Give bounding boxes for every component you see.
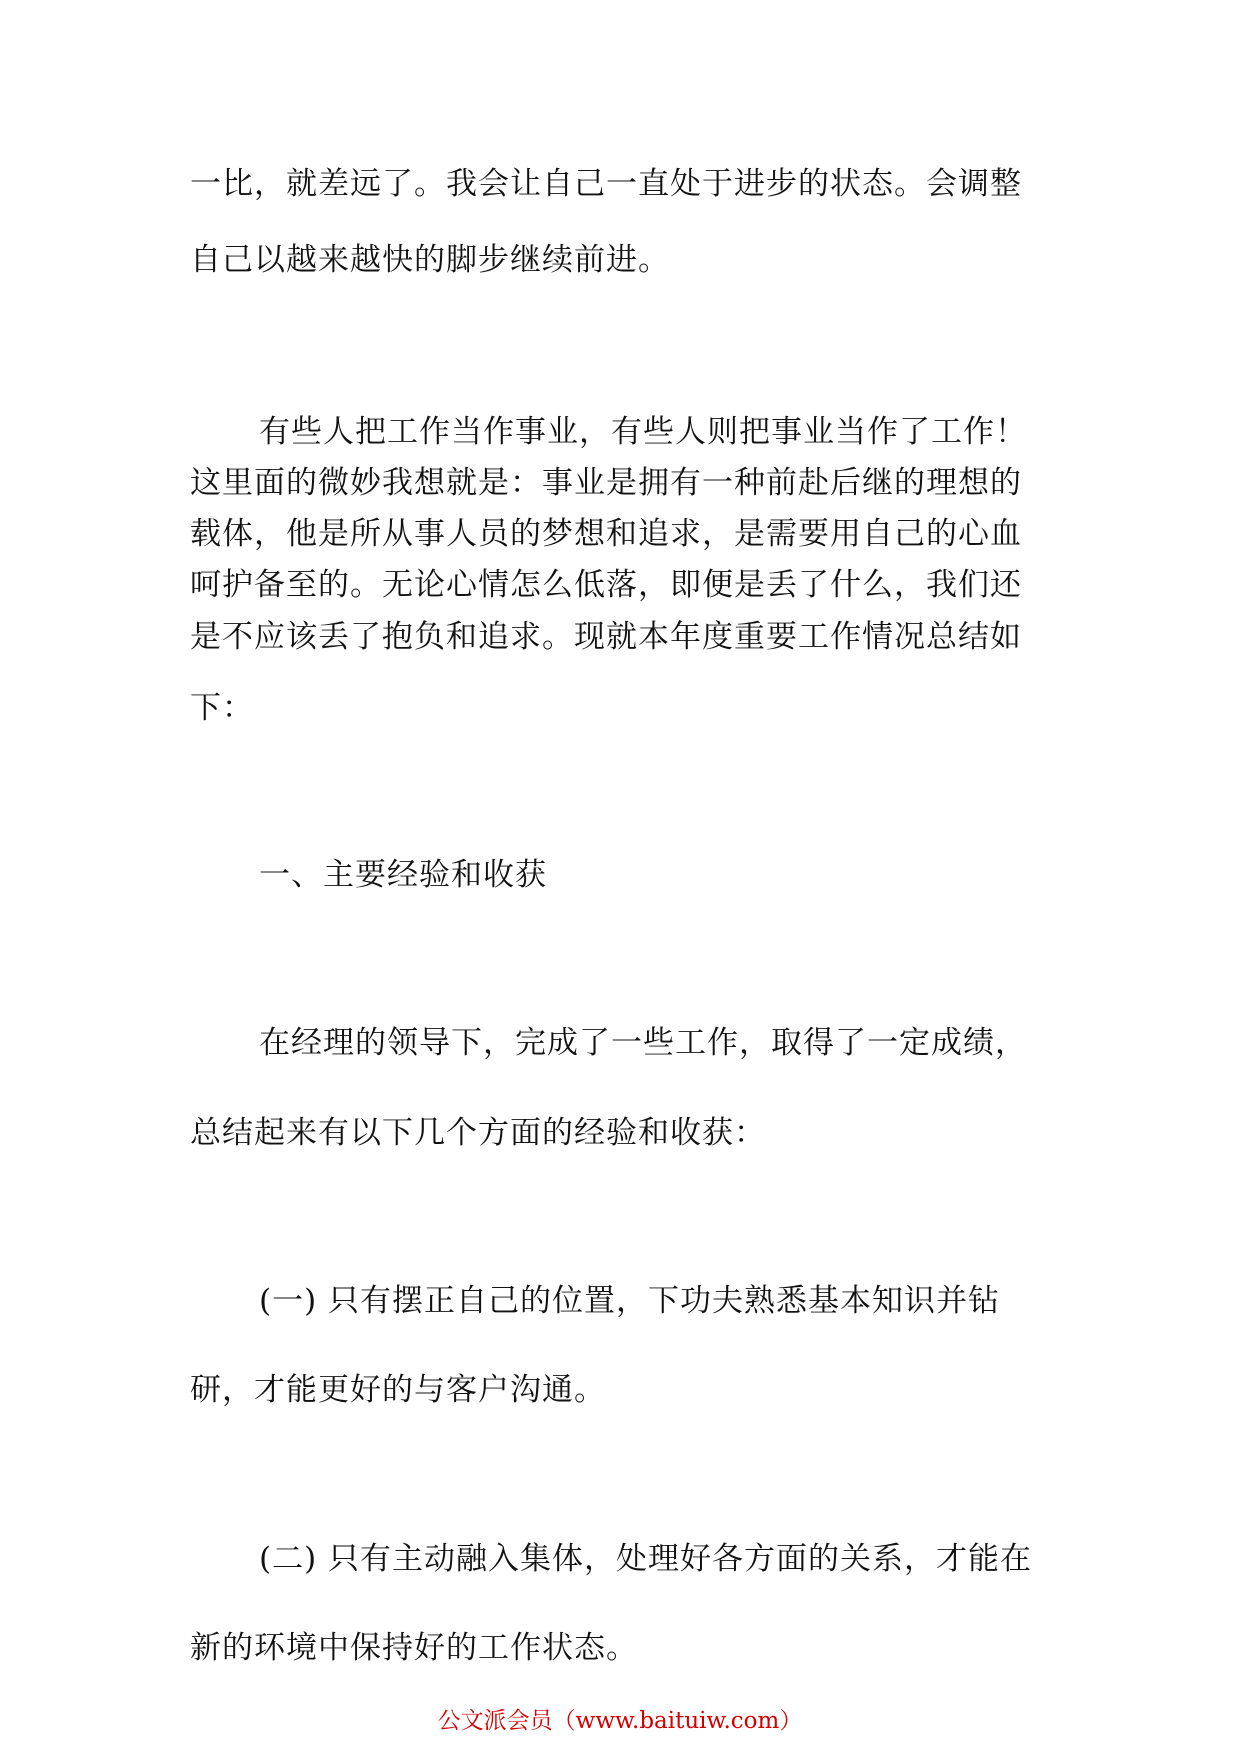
- paragraph-line: 有些人把工作当作事业，有些人则把事业当作了工作！: [259, 414, 1027, 450]
- paragraph-line: 载体，他是所从事人员的梦想和追求，是需要用自己的心血: [190, 516, 1022, 552]
- paragraph-line: 一比，就差远了。我会让自己一直处于进步的状态。会调整: [190, 166, 1022, 202]
- paragraph-line: 下：: [190, 690, 254, 726]
- paragraph-line: 在经理的领导下，完成了一些工作，取得了一定成绩，: [259, 1025, 1027, 1061]
- paragraph-line: (一) 只有摆正自己的位置，下功夫熟悉基本知识并钻: [259, 1283, 1001, 1319]
- paragraph-line: 是不应该丢了抱负和追求。现就本年度重要工作情况总结如: [190, 619, 1022, 655]
- paragraph-line: 呵护备至的。无论心情怎么低落，即便是丢了什么，我们还: [190, 567, 1022, 603]
- section-heading: 一、主要经验和收获: [259, 857, 547, 893]
- footer-watermark-link[interactable]: 公文派会员（www.baituiw.com）: [437, 1708, 803, 1734]
- paragraph-line: 研，才能更好的与客户沟通。: [190, 1372, 606, 1408]
- paragraph-line: 自己以越来越快的脚步继续前进。: [190, 242, 670, 278]
- paragraph-line: (二) 只有主动融入集体，处理好各方面的关系，才能在: [259, 1541, 1033, 1577]
- paragraph-line: 总结起来有以下几个方面的经验和收获：: [190, 1115, 766, 1151]
- paragraph-line: 新的环境中保持好的工作状态。: [190, 1630, 638, 1666]
- paragraph-line: 这里面的微妙我想就是：事业是拥有一种前赴后继的理想的: [190, 465, 1022, 501]
